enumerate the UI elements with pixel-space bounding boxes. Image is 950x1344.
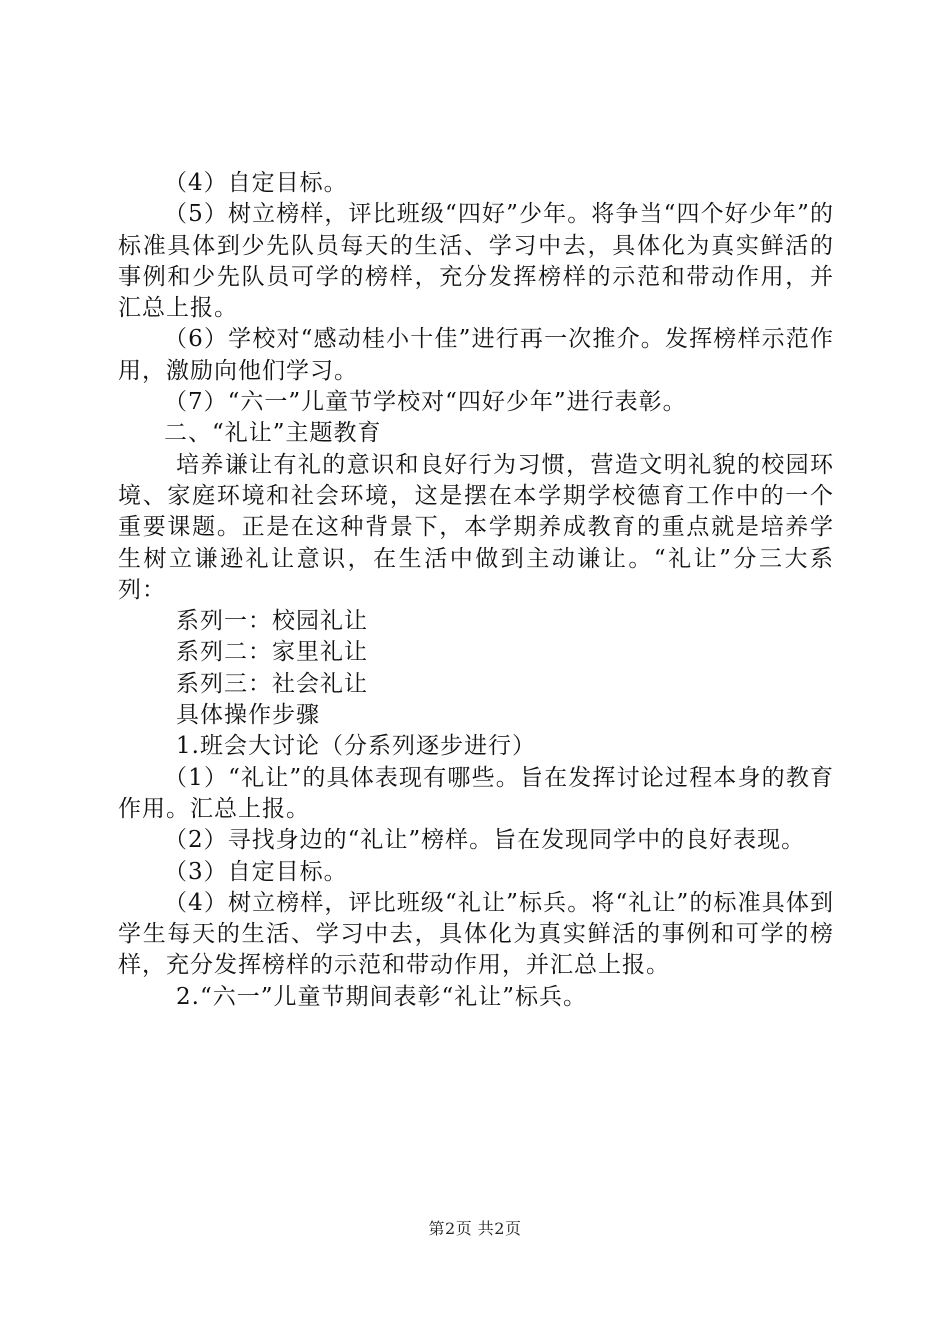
step-1-item-4: （4）树立榜样，评比班级“礼让”标兵。将“礼让”的标准具体到学生每天的生活、学习中去，具体化为真实鲜活的事例和可学的榜样，充分发挥榜样的示范和带动作用，并汇总上报。 [118,889,834,979]
document-body [118,168,834,1013]
step-1-item-1: （1）“礼让”的具体表现有哪些。旨在发挥讨论过程本身的教育作用。汇总上报。 [118,764,834,822]
page-footer: 第2页 共2页 [428,1219,522,1238]
series-item-2: 系列二：家里礼让 [176,639,368,666]
series-item-1: 系列一：校园礼让 [176,608,368,635]
paragraph-item-7: （7）“六一”儿童节学校对“四好少年”进行表彰。 [164,389,687,416]
section-heading-2: 二、“礼让”主题教育 [164,420,382,447]
step-2-heading: 2.“六一”儿童节期间表彰“礼让”标兵。 [176,983,587,1010]
series-item-3: 系列三：社会礼让 [176,670,368,697]
step-1-item-2: （2）寻找身边的“礼让”榜样。旨在发现同学中的良好表现。 [164,827,806,854]
step-1-item-3: （3）自定目标。 [164,858,348,885]
paragraph-item-4: （4）自定目标。 [164,170,348,196]
steps-heading: 具体操作步骤 [176,702,320,729]
paragraph-item-6: （6）学校对“感动桂小十佳”进行再一次推介。发挥榜样示范作用，激励向他们学习。 [118,326,834,384]
paragraph-item-5: （5）树立榜样，评比班级“四好”少年。将争当“四个好少年”的标准具体到少先队员每天的生活、学习中去，具体化为真实鲜活的事例和少先队员可学的榜样，充分发挥榜样的示范和带动作用，并汇总上报。 [118,201,834,322]
step-1-heading: 1.班会大讨论（分系列逐步进行） [176,733,536,760]
paragraph-intro: 培养谦让有礼的意识和良好行为习惯，营造文明礼貌的校园环境、家庭环境和社会环境，这是摆在本学期学校德育工作中的一个重要课题。正是在这种背景下，本学期养成教育的重点就是培养学生树立谦逊礼让意识，在生活中做到主动谦让。“礼让”分三大系列： [118,451,834,603]
